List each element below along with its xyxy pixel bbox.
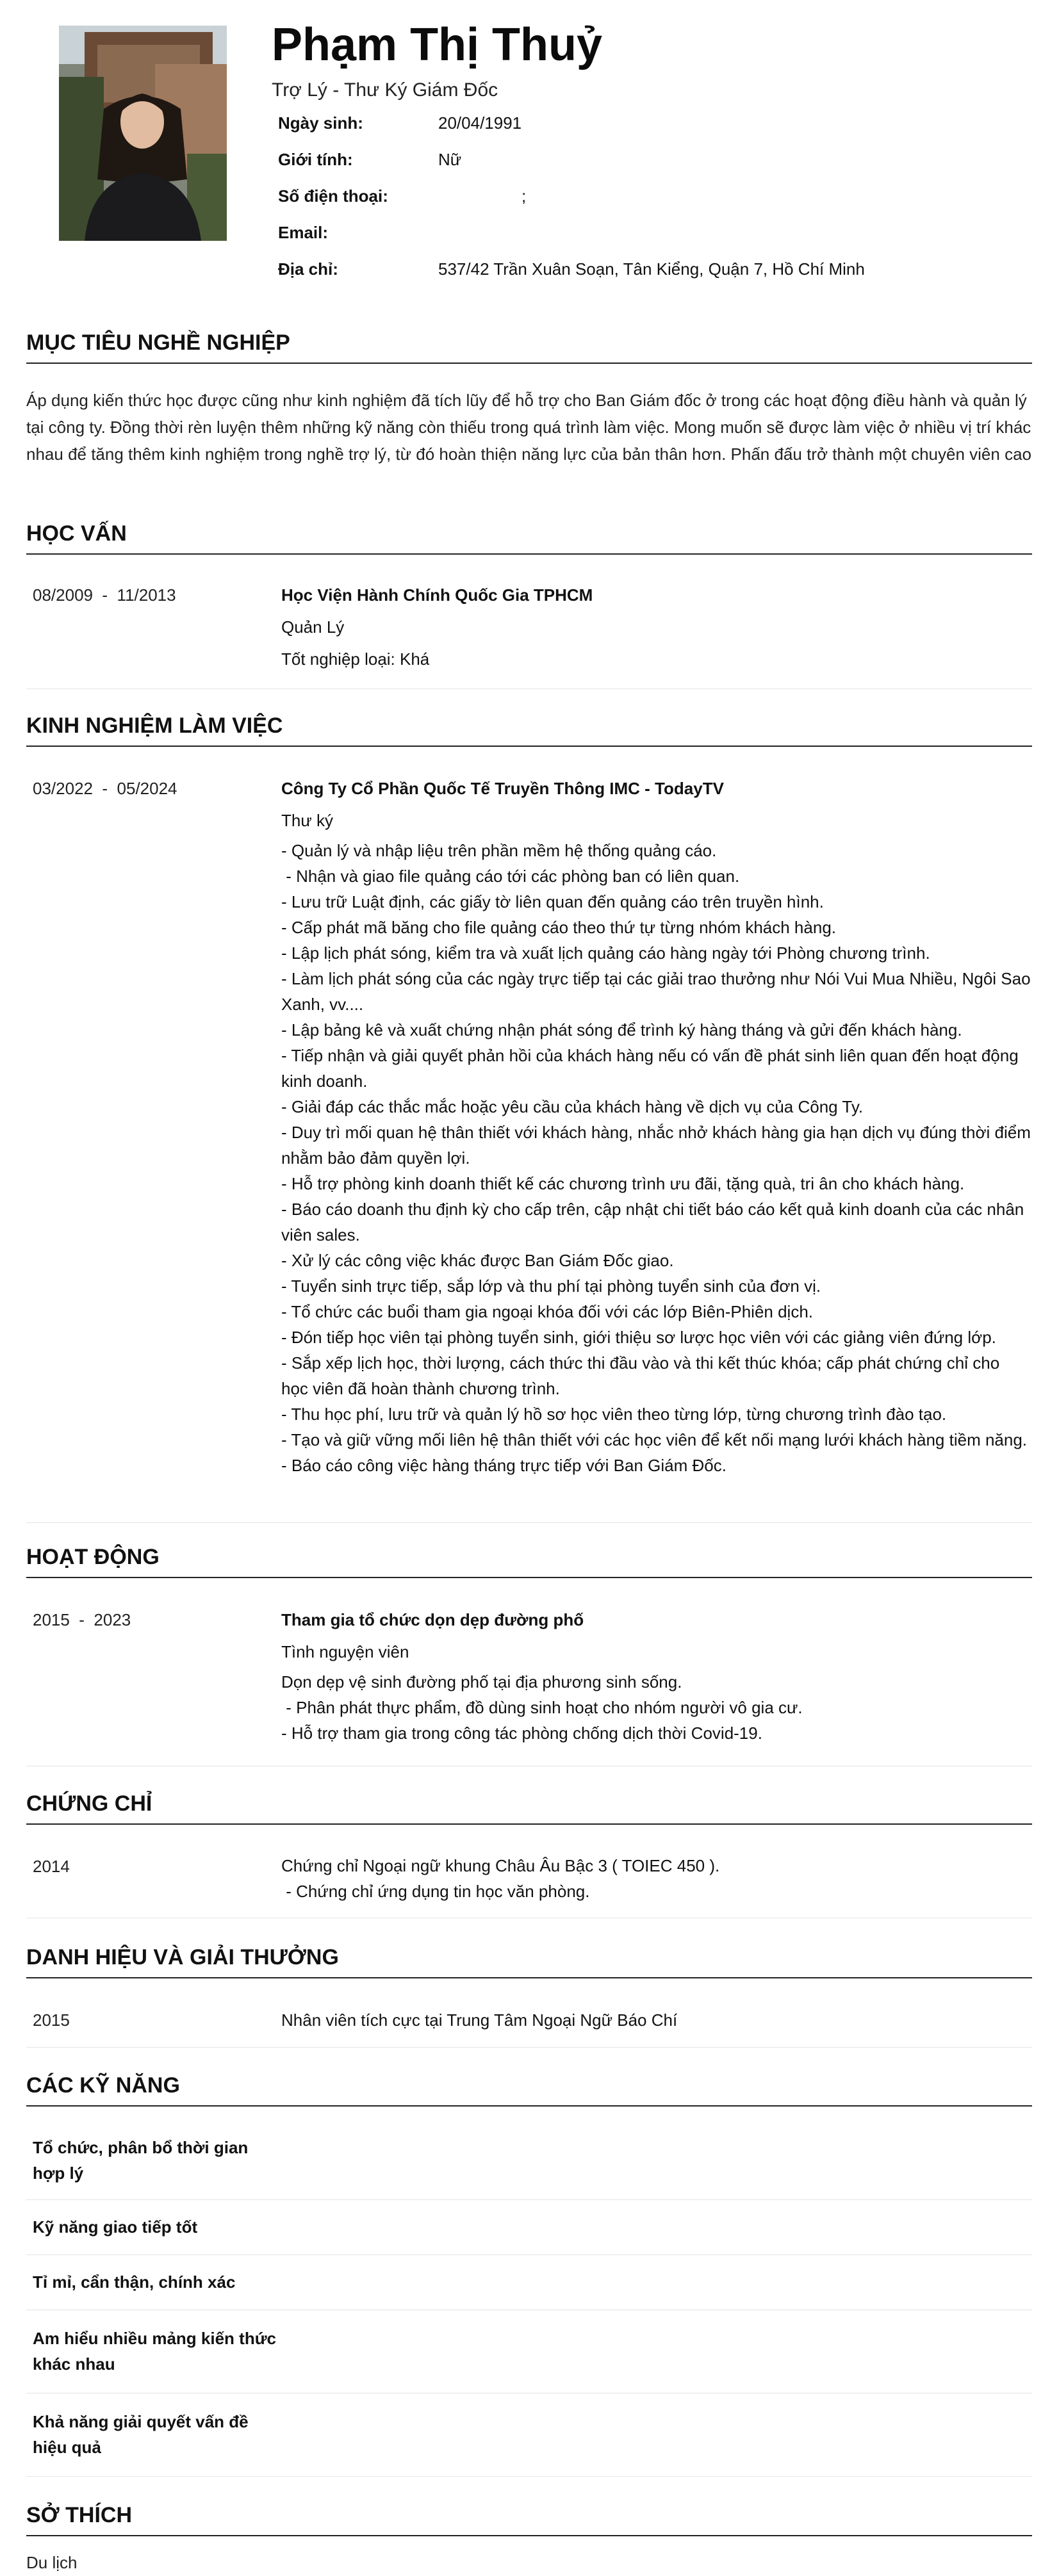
entry-year: 2014 <box>33 1857 70 1876</box>
activity-role: Tình nguyện viên <box>281 1642 409 1661</box>
activity-detail: Dọn dẹp vệ sinh đường phố tại địa phương sinh sống. <box>281 1672 682 1692</box>
entry-year: 2015 <box>33 2010 70 2030</box>
duty-item: - Duy trì mối quan hệ thân thiết với khách hàng, nhắc nhở khách hàng gia hạn dịch vụ đúng thời điểm nhằm bảo đảm quyền lợi. <box>281 1123 1031 1168</box>
info-label: Email: <box>278 223 329 242</box>
skill-item <box>26 2200 1032 2255</box>
duty-item: - Thu học phí, lưu trữ và quản lý hồ sơ học viên theo từng lớp, từng chương trình đào tạo. <box>281 1405 947 1424</box>
skill-name: Tổ chức, phân bổ thời gian hợp lý <box>33 2138 249 2183</box>
duty-item: - Báo cáo doanh thu định kỳ cho cấp trên, cập nhật chi tiết báo cáo kết quả kinh doanh của các nhân viên sales. <box>281 1200 1024 1244</box>
section-title-education: HỌC VẤN <box>26 519 1032 555</box>
entry-period: 08/2009 - 11/2013 <box>33 585 176 605</box>
info-value: 20/04/1991 <box>438 113 522 133</box>
duty-item: - Tạo và giữ vững mối liên hệ thân thiết với các học viên để kết nối mạng lưới khách hàng tiềm năng. <box>281 1430 1028 1449</box>
duty-item: - Hỗ trợ phòng kinh doanh thiết kế các chương trình ưu đãi, tặng quà, tri ân cho khách hàng. <box>281 1174 965 1193</box>
certificate-item: Chứng chỉ Ngoại ngữ khung Châu Âu Bậc 3 ( TOIEC 450 ). <box>281 1856 720 1875</box>
info-row-phone <box>278 183 1015 209</box>
major: Quản Lý <box>281 617 345 637</box>
entry-content <box>281 775 1031 1478</box>
skill-name: Khả năng giải quyết vấn đề hiệu quả <box>33 2412 249 2457</box>
info-label: Giới tính: <box>278 150 353 169</box>
hobby-text: Du lịch <box>26 2553 78 2572</box>
section-title-certificates: CHỨNG CHỈ <box>26 1789 1032 1825</box>
info-row-gender <box>278 147 1015 172</box>
duty-item: - Làm lịch phát sóng của các ngày trực tiếp tại các giải trao thưởng như Nói Vui Mua Nhiều, Ngôi Sao Xanh, vv.... <box>281 969 1031 1014</box>
duty-item: - Cấp phát mã băng cho file quảng cáo theo thứ tự từng nhóm khách hàng. <box>281 918 836 937</box>
activity-entry <box>26 1606 1032 1766</box>
entry-content <box>281 1606 1031 1746</box>
section-title-awards: DANH HIỆU VÀ GIẢI THƯỞNG <box>26 1943 1032 1978</box>
duty-item: - Tiếp nhận và giải quyết phản hồi của khách hàng nếu có vấn đề phát sinh liên quan đến hoạt động kinh doanh. <box>281 1046 1019 1091</box>
entry-period: 2015 - 2023 <box>33 1610 131 1629</box>
objective-text <box>26 387 1032 468</box>
objective-line: nhau để tăng thêm kinh nghiệm trong nghề trợ lý, từ đó hoàn thiện năng lực của bản thân hơn. Phấn đấu trở thành một chuyên viên cao <box>26 444 1031 464</box>
certificate-list <box>281 1853 1031 1904</box>
entry-content <box>281 1853 1031 1904</box>
experience-entry <box>26 775 1032 1523</box>
duty-item: - Tổ chức các buổi tham gia ngoại khóa đối với các lớp Biên-Phiên dịch. <box>281 1302 814 1321</box>
info-value: Nữ <box>438 150 462 169</box>
duty-item: - Lưu trữ Luật định, các giấy tờ liên quan đến quảng cáo trên truyền hình. <box>281 892 824 911</box>
duty-item: - Đón tiếp học viên tại phòng tuyển sinh, giới thiệu sơ lược học viên với các giảng viên đứng lớp. <box>281 1328 996 1347</box>
candidate-position: Trợ Lý - Thư Ký Giám Đốc <box>272 79 498 101</box>
info-value: 537/42 Trần Xuân Soạn, Tân Kiểng, Quận 7, Hồ Chí Minh <box>438 259 865 279</box>
profile-header <box>0 0 1059 279</box>
section-title-skills: CÁC KỸ NĂNG <box>26 2071 1032 2107</box>
activity-details <box>281 1669 1031 1746</box>
entry-content <box>281 2007 1031 2034</box>
info-label: Ngày sinh: <box>278 113 363 133</box>
activity-detail: - Phân phát thực phẩm, đồ dùng sinh hoạt cho nhóm người vô gia cư. <box>281 1698 803 1717</box>
skill-item <box>26 2122 1032 2200</box>
objective-line: Áp dụng kiến thức học được cũng như kinh nghiệm đã tích lũy để hỗ trợ cho Ban Giám đốc ở trong các hoạt động điều hành và quản lý <box>26 391 1027 410</box>
info-row-birthdate <box>278 110 1015 136</box>
entry-content <box>281 582 1031 673</box>
job-duties <box>281 838 1031 1478</box>
certificate-entry <box>26 1853 1032 1918</box>
duty-item: - Xử lý các công việc khác được Ban Giám Đốc giao. <box>281 1251 674 1270</box>
company-name: Công Ty Cổ Phần Quốc Tế Truyền Thông IMC - TodayTV <box>281 779 724 798</box>
info-label: Địa chỉ: <box>278 259 338 279</box>
section-title-activities: HOẠT ĐỘNG <box>26 1542 1032 1578</box>
award-entry <box>26 2007 1032 2048</box>
duty-item: - Nhận và giao file quảng cáo tới các phòng ban có liên quan. <box>281 867 740 886</box>
info-value: ; <box>438 186 527 206</box>
certificate-item: - Chứng chỉ ứng dụng tin học văn phòng. <box>281 1882 590 1901</box>
school-name: Học Viện Hành Chính Quốc Gia TPHCM <box>281 585 593 605</box>
skill-name: Tỉ mỉ, cẩn thận, chính xác <box>33 2272 236 2292</box>
skill-item <box>26 2393 1032 2477</box>
info-row-email <box>278 220 1015 245</box>
section-title-objective: MỤC TIÊU NGHỀ NGHIỆP <box>26 328 1032 364</box>
duty-item: - Quản lý và nhập liệu trên phần mềm hệ thống quảng cáo. <box>281 841 717 860</box>
info-label: Số điện thoại: <box>278 186 388 206</box>
objective-line: tại công ty. Đồng thời rèn luyện thêm những kỹ năng còn thiếu trong quá trình làm việc. Mong muốn sẽ được làm việc ở nhiều vị trí khác <box>26 418 1031 437</box>
section-title-experience: KINH NGHIỆM LÀM VIỆC <box>26 711 1032 747</box>
entry-period: 03/2022 - 05/2024 <box>33 779 177 798</box>
skill-item <box>26 2255 1032 2310</box>
graduation-note: Tốt nghiệp loại: Khá <box>281 649 430 669</box>
duty-item: - Báo cáo công việc hàng tháng trực tiếp với Ban Giám Đốc. <box>281 1456 727 1475</box>
duty-item: - Sắp xếp lịch học, thời lượng, cách thức thi đầu vào và thi kết thúc khóa; cấp phát chứng chỉ cho học viên đã hoàn thành chương trình. <box>281 1353 1000 1398</box>
duty-item: - Lập lịch phát sóng, kiểm tra và xuất lịch quảng cáo hàng ngày tới Phòng chương trình. <box>281 943 930 963</box>
profile-photo-image <box>59 26 227 241</box>
duty-item: - Giải đáp các thắc mắc hoặc yêu cầu của khách hàng về dịch vụ của Công Ty. <box>281 1097 864 1116</box>
skill-name: Kỹ năng giao tiếp tốt <box>33 2217 198 2237</box>
job-title: Thư ký <box>281 811 333 830</box>
profile-photo <box>59 26 227 241</box>
skill-item <box>26 2310 1032 2393</box>
duty-item: - Lập bảng kê và xuất chứng nhận phát sóng để trình ký hàng tháng và gửi đến khách hàng. <box>281 1020 962 1039</box>
activity-name: Tham gia tổ chức dọn dẹp đường phố <box>281 1610 584 1629</box>
skill-name: Am hiểu nhiều mảng kiến thức khác nhau <box>33 2329 276 2374</box>
education-entry <box>26 582 1032 689</box>
info-row-address <box>278 256 1015 282</box>
duty-item: - Tuyển sinh trực tiếp, sắp lớp và thu phí tại phòng tuyển sinh của đơn vị. <box>281 1276 821 1296</box>
activity-detail: - Hỗ trợ tham gia trong công tác phòng chống dịch thời Covid-19. <box>281 1724 762 1743</box>
section-title-hobbies: SỞ THÍCH <box>26 2500 1032 2536</box>
candidate-name: Phạm Thị Thuỷ <box>272 19 603 70</box>
award-text: Nhân viên tích cực tại Trung Tâm Ngoại Ngữ Báo Chí <box>281 2010 678 2030</box>
